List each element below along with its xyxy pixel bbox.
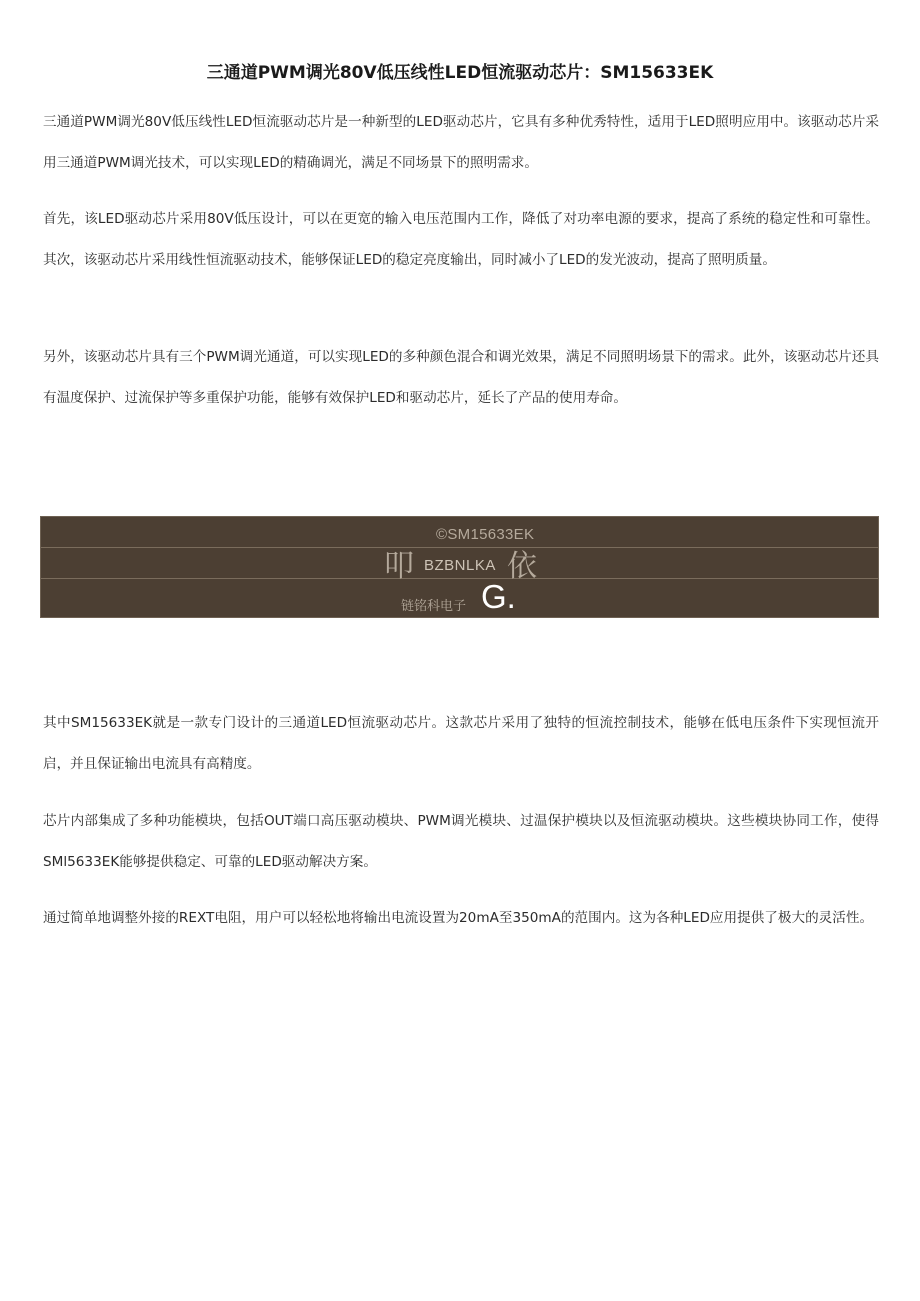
paragraph-intro: 三通道PWM调光80V低压线性LED恒流驱动芯片是一种新型的LED驱动芯片，它具有多种优秀特性，适用于LED照明应用中。该驱动芯片采用三通道PWM调光技术，可以实现LED的精确调光，满足不同场景下的照明需求。	[43, 114, 879, 171]
paragraph-voltage-design: 首先，该LED驱动芯片采用80V低压设计，可以在更宽的输入电压范围内工作，降低了对功率电源的要求，提高了系统的稳定性和可靠性。其次，该驱动芯片采用线性恒流驱动技术，能够保证LED的稳定亮度输出，同时减小了LED的发光波动，提高了照明质量。	[43, 211, 879, 268]
banner-glyph-left: 叩	[384, 549, 414, 584]
banner-company-name: 链铭科电子	[401, 599, 467, 614]
paragraph-rext-current: 通过简单地调整外接的REXT电阻，用户可以轻松地将输出电流设置为20mA至350mA的范围内。这为各种LED应用提供了极大的灵活性。	[43, 910, 874, 926]
banner-code: BZBNLKA	[424, 557, 496, 574]
banner-divider	[41, 547, 878, 548]
page-title: 三通道PWM调光80V低压线性LED恒流驱动芯片：SM15633EK	[206, 63, 714, 83]
banner-logo-mark: G.	[481, 578, 516, 615]
banner-copyright: ©SM15633EK	[436, 526, 535, 543]
banner-glyph-right: 依	[507, 549, 537, 584]
paragraph-pwm-channels: 另外，该驱动芯片具有三个PWM调光通道，可以实现LED的多种颜色混合和调光效果，满足不同照明场景下的需求。此外，该驱动芯片还具有温度保护、过流保护等多重保护功能，能够有效保护LED和驱动芯片，延长了产品的使用寿命。	[43, 349, 879, 406]
product-banner-image	[40, 516, 879, 618]
banner-divider	[41, 578, 878, 579]
paragraph-sm15633ek-intro: 其中SM15633EK就是一款专门设计的三通道LED恒流驱动芯片。这款芯片采用了独特的恒流控制技术，能够在低电压条件下实现恒流开启，并且保证输出电流具有高精度。	[43, 715, 879, 772]
paragraph-function-modules: 芯片内部集成了多种功能模块，包括OUT端口高压驱动模块、PWM调光模块、过温保护模块以及恒流驱动模块。这些模块协同工作，使得SMl5633EK能够提供稳定、可靠的LED驱动解决方案。	[43, 813, 879, 870]
